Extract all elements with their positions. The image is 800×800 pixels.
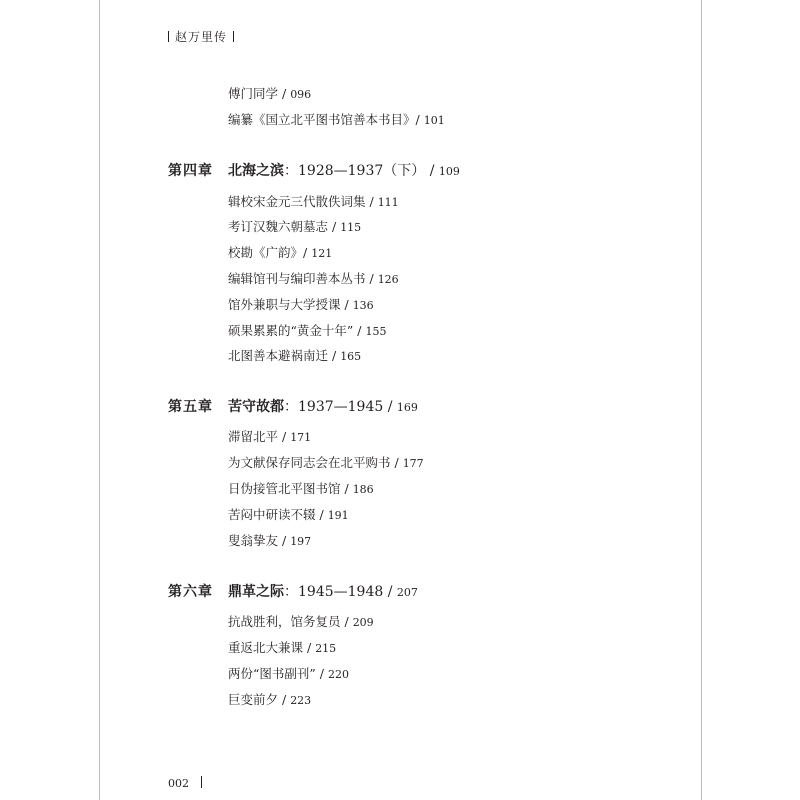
- toc-entry-page: 165: [340, 350, 362, 363]
- toc-entry-title: 傅门同学: [228, 86, 279, 101]
- toc-entry-title: 校勘《广韵》: [228, 245, 304, 260]
- chapter-page: 169: [396, 401, 418, 414]
- toc-entry-title: 苦闷中研读不辍: [228, 507, 316, 522]
- toc-entry-title: 为文献保存同志会在北平购书: [228, 455, 391, 470]
- toc-entry[interactable]: 馆外兼职与大学授课 / 136: [228, 297, 374, 312]
- toc-entry-title: 硕果累累的“黄金十年”: [228, 323, 354, 338]
- toc-entry[interactable]: 日伪接管北平图书馆 / 186: [228, 481, 374, 496]
- toc-entry-title: 辑校宋金元三代散佚词集: [228, 194, 366, 209]
- chapter-title: 鼎革之际: [228, 584, 284, 600]
- toc-entry-page: 220: [327, 668, 349, 681]
- toc-chapter-6[interactable]: 第六章 鼎革之际：1945—1948 / 207: [168, 584, 418, 600]
- toc-entry[interactable]: 傅门同学 / 096: [228, 86, 312, 101]
- toc-entry[interactable]: 苦闷中研读不辍 / 191: [228, 507, 349, 522]
- toc-entry-title: 编辑馆刊与编印善本丛书: [228, 271, 366, 286]
- toc-entry[interactable]: 两份“图书副刊” / 220: [228, 666, 349, 681]
- toc-entry-page: 191: [327, 509, 349, 522]
- toc-entry-title: 重返北大兼课: [228, 640, 304, 655]
- toc-entry-page: 197: [290, 535, 312, 548]
- toc-entry[interactable]: 校勘《广韵》/ 121: [228, 245, 333, 260]
- toc-entry[interactable]: 叟翁挚友 / 197: [228, 533, 312, 548]
- toc-entry-page: 101: [423, 114, 445, 127]
- toc-entry[interactable]: 重返北大兼课 / 215: [228, 640, 337, 655]
- toc-chapter-4[interactable]: 第四章 北海之滨：1928—1937（下） / 109: [168, 163, 460, 179]
- chapter-range: 1945—1948: [298, 584, 384, 600]
- toc-entry-page: 136: [352, 299, 374, 312]
- divider-bar: [201, 776, 202, 788]
- page-folio: [168, 776, 202, 790]
- toc-entry-title: 馆外兼职与大学授课: [228, 297, 341, 312]
- toc-entry-page: 111: [377, 196, 399, 209]
- toc-entry[interactable]: 巨变前夕 / 223: [228, 692, 312, 707]
- page-edge-left: [99, 0, 100, 800]
- toc-entry-title: 巨变前夕: [228, 692, 279, 707]
- running-head: [168, 30, 234, 44]
- toc-chapter-5[interactable]: 第五章 苦守故都：1937—1945 / 169: [168, 399, 418, 415]
- toc-entry[interactable]: 编辑馆刊与编印善本丛书 / 126: [228, 271, 399, 286]
- chapter-page: 109: [438, 165, 460, 178]
- toc-entry[interactable]: 硕果累累的“黄金十年” / 155: [228, 323, 387, 338]
- page-edge-right: [701, 0, 702, 800]
- toc-entry[interactable]: 考订汉魏六朝墓志 / 115: [228, 219, 362, 234]
- toc-entry-page: 121: [311, 247, 333, 260]
- toc-entry-page: 177: [402, 457, 424, 470]
- toc-entry-page: 209: [352, 616, 374, 629]
- toc-entry-page: 115: [340, 221, 362, 234]
- toc-entry[interactable]: 抗战胜利，馆务复员 / 209: [228, 614, 374, 629]
- toc-entry[interactable]: 滞留北平 / 171: [228, 429, 312, 444]
- toc-entry-title: 两份“图书副刊”: [228, 666, 316, 681]
- chapter-range: 1928—1937（下）: [298, 163, 426, 179]
- toc-entry[interactable]: 编纂《国立北平图书馆善本书目》/ 101: [228, 112, 445, 127]
- toc-entry[interactable]: 北图善本避祸南迁 / 165: [228, 348, 362, 363]
- toc-entry-page: 215: [315, 642, 337, 655]
- toc-entry-title: 抗战胜利，馆务复员: [228, 614, 341, 629]
- chapter-number: 第四章: [168, 163, 213, 179]
- toc-entry-page: 186: [352, 483, 374, 496]
- toc-entry-title: 编纂《国立北平图书馆善本书目》: [228, 112, 416, 127]
- chapter-title: 苦守故都: [228, 399, 284, 415]
- toc-entry-title: 滞留北平: [228, 429, 279, 444]
- chapter-page: 207: [396, 586, 418, 599]
- toc-entry-title: 考订汉魏六朝墓志: [228, 219, 329, 234]
- chapter-number: 第六章: [168, 584, 213, 600]
- chapter-title: 北海之滨: [228, 163, 284, 179]
- toc-entry-page: 171: [290, 431, 312, 444]
- chapter-number: 第五章: [168, 399, 213, 415]
- toc-entry-title: 北图善本避祸南迁: [228, 348, 329, 363]
- chapter-range: 1937—1945: [298, 399, 384, 415]
- running-head-title: 赵万里传: [175, 30, 228, 44]
- toc-entry-page: 126: [377, 273, 399, 286]
- toc-entry-page: 096: [290, 88, 312, 101]
- toc-entry-title: 日伪接管北平图书馆: [228, 481, 341, 496]
- divider-bar: [233, 31, 234, 42]
- toc-entry-title: 叟翁挚友: [228, 533, 279, 548]
- toc-entry[interactable]: 为文献保存同志会在北平购书 / 177: [228, 455, 424, 470]
- toc-entry-page: 155: [365, 325, 387, 338]
- divider-bar: [168, 31, 169, 42]
- toc-entry-page: 223: [290, 694, 312, 707]
- folio-number: 002: [168, 777, 189, 790]
- toc-entry[interactable]: 辑校宋金元三代散佚词集 / 111: [228, 194, 399, 209]
